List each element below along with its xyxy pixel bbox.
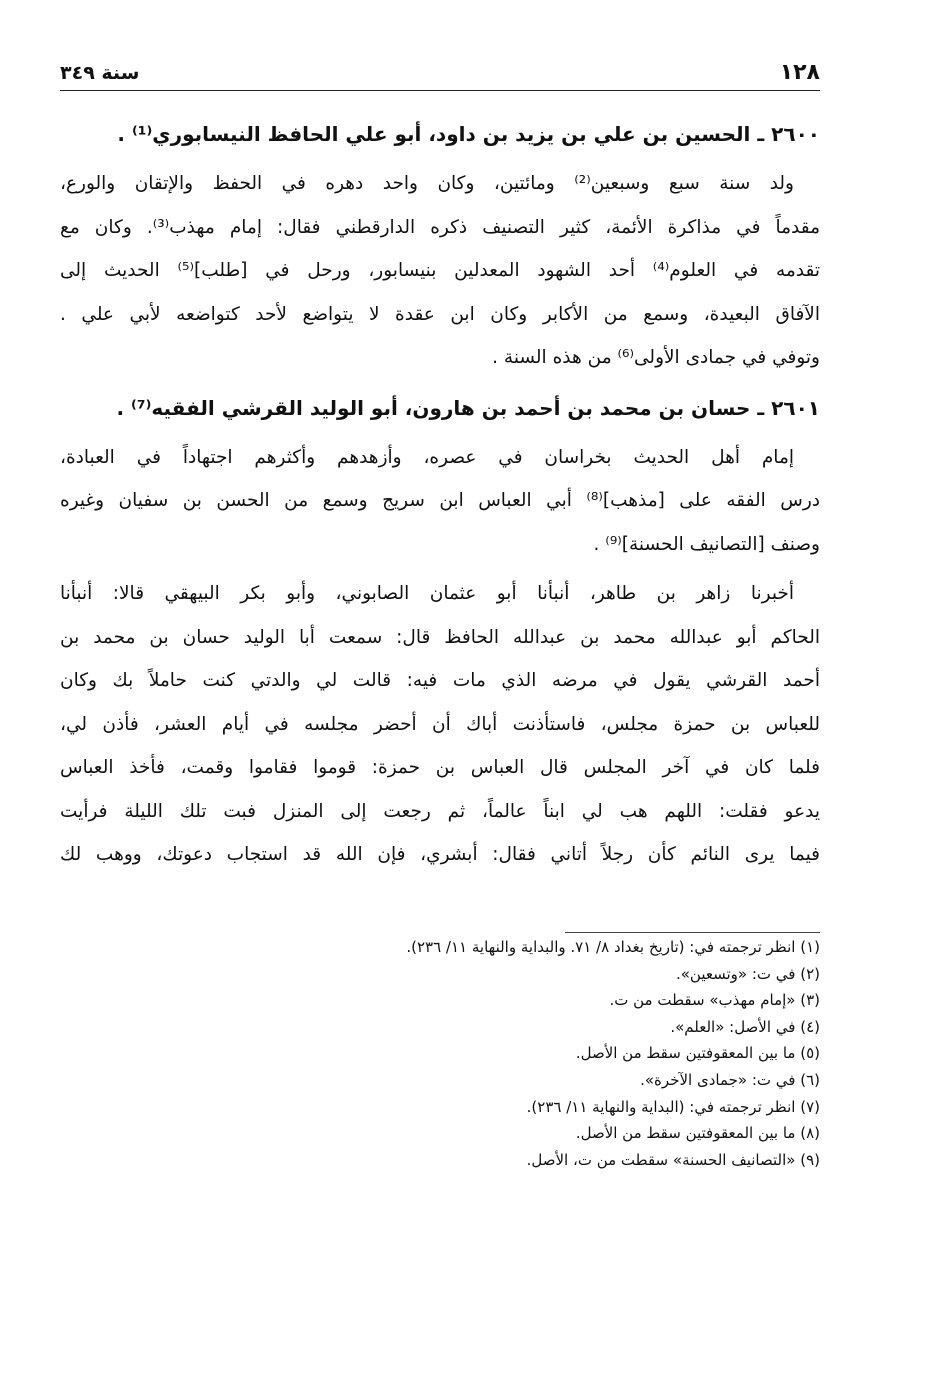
text-line: درس الفقه على [مذهب]⁽⁸⁾ أبي العباس ابن سريج وسمع من الحسن بن سفيان وغيره [60, 490, 820, 511]
text-line: مقدماً في مذاكرة الأئمة، كثير التصنيف ذكره الدارقطني فقال: إمام مهذب⁽³⁾. وكان مع [60, 216, 821, 238]
main-text [60, 112, 820, 883]
running-head [60, 60, 820, 91]
text-line: أخبرنا زاهر بن طاهر، أنبأنا أبو عثمان الصابوني، وأبو بكر البيهقي قالا: أنبأنا [60, 583, 794, 604]
text-line: وتوفي في جمادى الأولى⁽⁶⁾ من هذه السنة . [492, 347, 820, 368]
entry-heading: ٢٦٠١ ـ حسان بن محمد بن أحمد بن هارون، أبو الوليد القرشي الفقيه⁽⁷⁾ . [116, 395, 820, 420]
footnote: (٣) «إمام مهذب» سقطت من ت. [609, 991, 820, 1010]
text-line: الآفاق البعيدة، وسمع من الأكابر وكان ابن عقدة لا يتواضع لأحد كتواضعه لأبي علي . [60, 303, 820, 325]
footnote: (٦) في ت: «جمادى الآخرة». [640, 1070, 820, 1089]
text-line: تقدمه في العلوم⁽⁴⁾ أحد الشهود المعدلين بنيسابور، ورحل في [طلب]⁽⁵⁾ الحديث إلى [60, 260, 820, 281]
year-label: سنة ٣٤٩ [60, 62, 140, 84]
footnote: (٥) ما بين المعقوفتين سقط من الأصل. [575, 1044, 820, 1063]
paragraph [60, 162, 820, 380]
text-line: وصنف [التصانيف الحسنة]⁽⁹⁾ . [593, 533, 820, 555]
footnote: (٤) في الأصل: «العلم». [670, 1017, 820, 1036]
footnote-rule [565, 932, 820, 933]
text-line: يدعو فقلت: اللهم هب لي ابناً عالماً، ثم رجعت إلى المنزل فبت تلك الليلة فرأيت [60, 800, 820, 822]
page-number: ١٢٨ [779, 60, 820, 85]
text-line: أحمد القرشي يقول في مرضه الذي مات فيه: قالت لي والدتي كنت حاملاً بك وكان [60, 670, 820, 691]
text-line: إمام أهل الحديث بخراسان في عصره، وأزهدهم وأكثرهم اجتهاداً في العبادة، [60, 446, 794, 468]
footnote: (٨) ما بين المعقوفتين سقط من الأصل. [575, 1124, 820, 1143]
paragraph [60, 572, 820, 877]
text-line: فلما كان في آخر المجلس قال العباس بن حمزة: قوموا فقاموا وقمت، فأخذ العباس [60, 757, 820, 778]
paragraph [60, 436, 820, 567]
footnote: (٧) انظر ترجمته في: (البداية والنهاية ١١/ ٢٣٦). [526, 1097, 820, 1116]
book-page [60, 0, 820, 1383]
text-line: للعباس بن حمزة مجلس، فاستأذنت أباك أن أحضر مجلسه في أيام العشر، فأذن لي، [60, 713, 820, 735]
text-line: ولد سنة سبع وسبعين⁽²⁾ ومائتين، وكان واحد دهره في الحفظ والإتقان والورع، [60, 173, 794, 194]
entry-heading: ٢٦٠٠ ـ الحسين بن علي بن يزيد بن داود، أبو علي الحافظ النيسابوري⁽¹⁾ . [117, 122, 820, 146]
footnote: (١) انظر ترجمته في: (تاريخ بغداد ٨/ ٧١. والبداية والنهاية ١١/ ٢٣٦). [406, 938, 820, 956]
text-line: الحاكم أبو عبدالله محمد بن عبدالله الحافظ قال: سمعت أبا الوليد حسان بن محمد بن [60, 626, 820, 648]
text-line: فيما يرى النائم كأن رجلاً أتاني فقال: أبشري، فإن الله قد استجاب دعوتك، ووهب لك [60, 844, 820, 865]
footnotes [60, 934, 820, 1173]
footnote: (٩) «التصانيف الحسنة» سقطت من ت، الأصل. [526, 1150, 820, 1169]
footnote: (٢) في ت: «وتسعين». [675, 964, 820, 983]
